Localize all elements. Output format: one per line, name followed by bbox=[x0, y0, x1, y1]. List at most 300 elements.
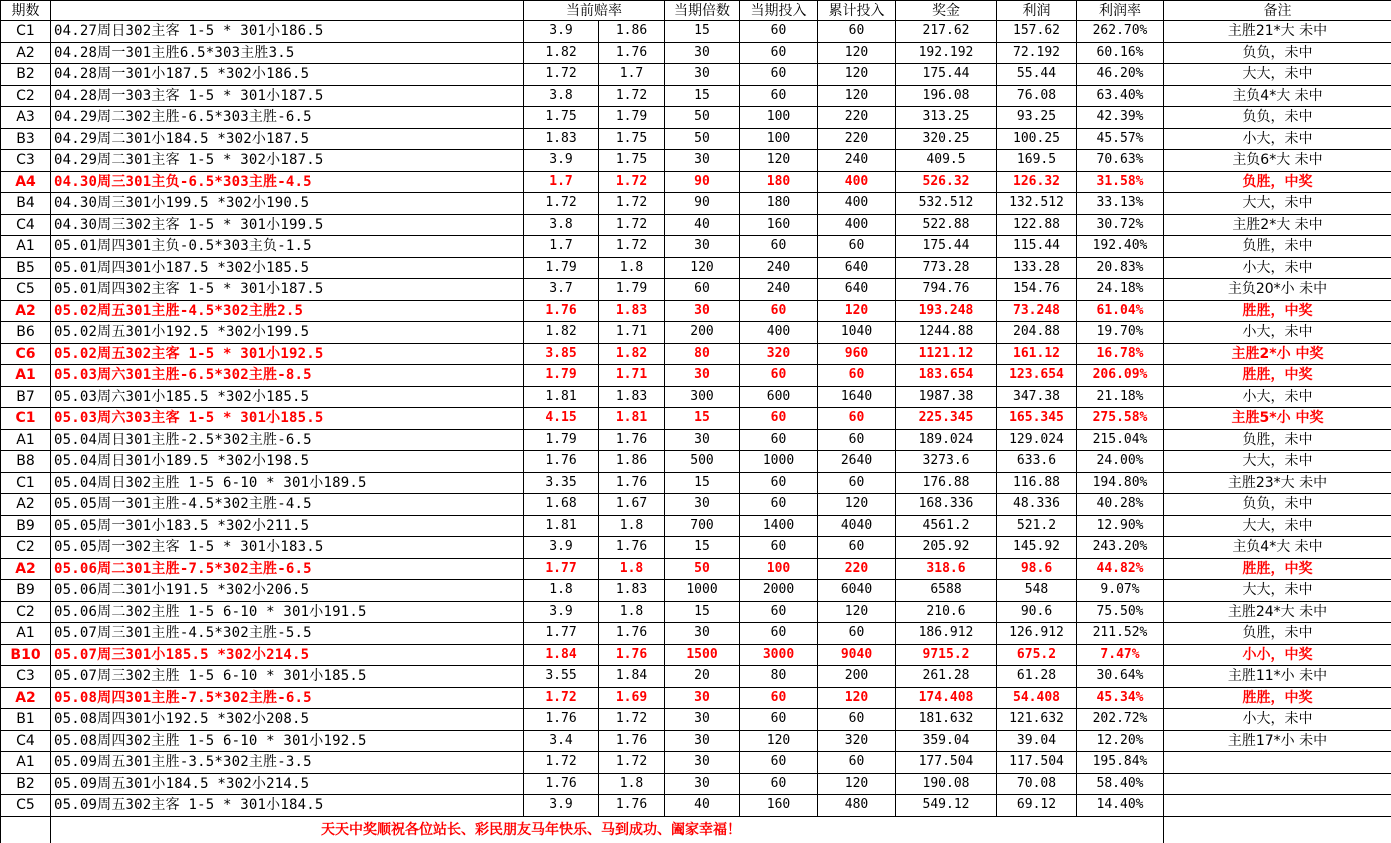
table-row bbox=[1, 386, 1391, 408]
cell-remark: 主胜2*大 未中 bbox=[1164, 214, 1391, 236]
cell-stake: 60 bbox=[740, 21, 818, 43]
cell-remark: 小小，中奖 bbox=[1164, 644, 1391, 666]
cell-odds-1: 1.75 bbox=[524, 107, 599, 129]
cell-profit-rate: 75.50% bbox=[1077, 601, 1164, 623]
cell-profit-rate: 12.90% bbox=[1077, 515, 1164, 537]
cell-stake: 60 bbox=[740, 472, 818, 494]
header-profit: 利润 bbox=[997, 1, 1077, 21]
cell-remark: 主胜24*大 未中 bbox=[1164, 601, 1391, 623]
table-row bbox=[1, 537, 1391, 559]
cell-description: 04.27周日302主客 1-5 * 301小186.5 bbox=[51, 21, 524, 43]
header-period: 期数 bbox=[1, 1, 51, 21]
cell-odds-1: 3.55 bbox=[524, 666, 599, 688]
cell-cumulative: 400 bbox=[818, 193, 896, 215]
cell-multiplier: 30 bbox=[665, 623, 740, 645]
cell-multiplier: 30 bbox=[665, 687, 740, 709]
cell-remark: 小大，未中 bbox=[1164, 386, 1391, 408]
cell-odds-2: 1.76 bbox=[599, 795, 665, 817]
table-row bbox=[1, 644, 1391, 666]
cell-multiplier: 50 bbox=[665, 107, 740, 129]
cell-profit-rate: 45.34% bbox=[1077, 687, 1164, 709]
cell-remark: 小大，未中 bbox=[1164, 128, 1391, 150]
cell-multiplier: 60 bbox=[665, 279, 740, 301]
header-row bbox=[1, 1, 1391, 21]
cell-profit: 133.28 bbox=[997, 257, 1077, 279]
cell-profit: 154.76 bbox=[997, 279, 1077, 301]
cell-multiplier: 30 bbox=[665, 709, 740, 731]
cell-remark: 主胜17*小 未中 bbox=[1164, 730, 1391, 752]
cell-odds-2: 1.82 bbox=[599, 343, 665, 365]
cell-profit: 48.336 bbox=[997, 494, 1077, 516]
cell-odds-2: 1.72 bbox=[599, 193, 665, 215]
cell-description: 04.29周二302主胜-6.5*303主胜-6.5 bbox=[51, 107, 524, 129]
cell-profit-rate: 42.39% bbox=[1077, 107, 1164, 129]
cell-stake: 180 bbox=[740, 171, 818, 193]
cell-description: 04.30周三302主客 1-5 * 301小199.5 bbox=[51, 214, 524, 236]
cell-profit-rate: 192.40% bbox=[1077, 236, 1164, 258]
cell-profit-rate: 243.20% bbox=[1077, 537, 1164, 559]
cell-description: 05.06周二301小191.5 *302小206.5 bbox=[51, 580, 524, 602]
cell-prize: 773.28 bbox=[896, 257, 997, 279]
table-row bbox=[1, 64, 1391, 86]
cell-prize: 225.345 bbox=[896, 408, 997, 430]
cell-profit-rate: 46.20% bbox=[1077, 64, 1164, 86]
cell-period: A2 bbox=[1, 42, 51, 64]
cell-cumulative: 1040 bbox=[818, 322, 896, 344]
footer-blank-remark bbox=[1164, 816, 1391, 843]
cell-prize: 205.92 bbox=[896, 537, 997, 559]
cell-prize: 359.04 bbox=[896, 730, 997, 752]
table-row bbox=[1, 150, 1391, 172]
table-row bbox=[1, 709, 1391, 731]
cell-multiplier: 700 bbox=[665, 515, 740, 537]
cell-odds-1: 1.76 bbox=[524, 709, 599, 731]
cell-profit: 126.912 bbox=[997, 623, 1077, 645]
cell-period: C4 bbox=[1, 214, 51, 236]
cell-multiplier: 15 bbox=[665, 408, 740, 430]
cell-odds-1: 1.81 bbox=[524, 515, 599, 537]
table-row bbox=[1, 343, 1391, 365]
cell-odds-1: 3.9 bbox=[524, 150, 599, 172]
cell-description: 04.30周三301小199.5 *302小190.5 bbox=[51, 193, 524, 215]
cell-stake: 2000 bbox=[740, 580, 818, 602]
cell-description: 05.09周五301主胜-3.5*302主胜-3.5 bbox=[51, 752, 524, 774]
cell-profit: 76.08 bbox=[997, 85, 1077, 107]
cell-profit: 54.408 bbox=[997, 687, 1077, 709]
cell-description: 05.05周一301主胜-4.5*302主胜-4.5 bbox=[51, 494, 524, 516]
cell-period: C1 bbox=[1, 408, 51, 430]
table-row bbox=[1, 429, 1391, 451]
cell-odds-2: 1.76 bbox=[599, 429, 665, 451]
cell-period: B3 bbox=[1, 128, 51, 150]
cell-period: B4 bbox=[1, 193, 51, 215]
header-profit-rate: 利润率 bbox=[1077, 1, 1164, 21]
cell-profit-rate: 262.70% bbox=[1077, 21, 1164, 43]
table-row bbox=[1, 322, 1391, 344]
cell-odds-2: 1.76 bbox=[599, 537, 665, 559]
cell-multiplier: 15 bbox=[665, 601, 740, 623]
cell-odds-2: 1.84 bbox=[599, 666, 665, 688]
cell-profit: 100.25 bbox=[997, 128, 1077, 150]
cell-period: A2 bbox=[1, 558, 51, 580]
cell-remark: 主胜2*小 中奖 bbox=[1164, 343, 1391, 365]
cell-odds-1: 1.83 bbox=[524, 128, 599, 150]
cell-period: C1 bbox=[1, 472, 51, 494]
cell-period: B8 bbox=[1, 451, 51, 473]
cell-odds-1: 1.82 bbox=[524, 322, 599, 344]
table-row bbox=[1, 257, 1391, 279]
table-row bbox=[1, 128, 1391, 150]
cell-profit-rate: 33.13% bbox=[1077, 193, 1164, 215]
cell-cumulative: 240 bbox=[818, 150, 896, 172]
cell-profit: 204.88 bbox=[997, 322, 1077, 344]
cell-description: 05.03周六301小185.5 *302小185.5 bbox=[51, 386, 524, 408]
cell-stake: 1400 bbox=[740, 515, 818, 537]
cell-stake: 60 bbox=[740, 85, 818, 107]
cell-cumulative: 120 bbox=[818, 300, 896, 322]
cell-stake: 60 bbox=[740, 494, 818, 516]
cell-multiplier: 30 bbox=[665, 236, 740, 258]
cell-remark: 主负4*大 未中 bbox=[1164, 537, 1391, 559]
cell-odds-2: 1.76 bbox=[599, 42, 665, 64]
footer-message: 天天中奖顺祝各位站长、彩民朋友马年快乐、马到成功、阖家幸福！ bbox=[51, 816, 1164, 843]
cell-odds-2: 1.71 bbox=[599, 365, 665, 387]
cell-remark: 主胜5*小 中奖 bbox=[1164, 408, 1391, 430]
cell-remark: 负胜，未中 bbox=[1164, 236, 1391, 258]
cell-profit: 98.6 bbox=[997, 558, 1077, 580]
footer-row bbox=[1, 816, 1391, 843]
cell-multiplier: 500 bbox=[665, 451, 740, 473]
cell-profit: 73.248 bbox=[997, 300, 1077, 322]
table-row bbox=[1, 752, 1391, 774]
rows-body bbox=[1, 21, 1391, 817]
cell-multiplier: 30 bbox=[665, 150, 740, 172]
cell-prize: 261.28 bbox=[896, 666, 997, 688]
cell-prize: 1987.38 bbox=[896, 386, 997, 408]
cell-period: B1 bbox=[1, 709, 51, 731]
cell-stake: 120 bbox=[740, 150, 818, 172]
cell-description: 04.28周一301小187.5 *302小186.5 bbox=[51, 64, 524, 86]
cell-profit-rate: 9.07% bbox=[1077, 580, 1164, 602]
cell-odds-2: 1.72 bbox=[599, 214, 665, 236]
cell-stake: 100 bbox=[740, 107, 818, 129]
cell-profit: 347.38 bbox=[997, 386, 1077, 408]
cell-description: 05.08周四301主胜-7.5*302主胜-6.5 bbox=[51, 687, 524, 709]
table-row bbox=[1, 687, 1391, 709]
table-row bbox=[1, 666, 1391, 688]
cell-profit: 69.12 bbox=[997, 795, 1077, 817]
cell-odds-1: 3.7 bbox=[524, 279, 599, 301]
cell-remark: 负胜，中奖 bbox=[1164, 171, 1391, 193]
cell-profit-rate: 31.58% bbox=[1077, 171, 1164, 193]
cell-stake: 240 bbox=[740, 257, 818, 279]
cell-remark bbox=[1164, 795, 1391, 817]
cell-profit: 55.44 bbox=[997, 64, 1077, 86]
cell-odds-2: 1.69 bbox=[599, 687, 665, 709]
cell-description: 05.01周四302主客 1-5 * 301小187.5 bbox=[51, 279, 524, 301]
cell-profit: 123.654 bbox=[997, 365, 1077, 387]
cell-multiplier: 20 bbox=[665, 666, 740, 688]
cell-remark: 大大，未中 bbox=[1164, 580, 1391, 602]
cell-odds-2: 1.8 bbox=[599, 601, 665, 623]
cell-prize: 1244.88 bbox=[896, 322, 997, 344]
cell-stake: 160 bbox=[740, 214, 818, 236]
cell-prize: 320.25 bbox=[896, 128, 997, 150]
table-row bbox=[1, 236, 1391, 258]
cell-multiplier: 40 bbox=[665, 795, 740, 817]
cell-multiplier: 50 bbox=[665, 558, 740, 580]
header-prize: 奖金 bbox=[896, 1, 997, 21]
cell-odds-1: 1.84 bbox=[524, 644, 599, 666]
cell-description: 05.01周四301小187.5 *302小185.5 bbox=[51, 257, 524, 279]
cell-period: B5 bbox=[1, 257, 51, 279]
cell-odds-1: 1.8 bbox=[524, 580, 599, 602]
cell-multiplier: 30 bbox=[665, 773, 740, 795]
cell-stake: 320 bbox=[740, 343, 818, 365]
table-row bbox=[1, 515, 1391, 537]
cell-odds-2: 1.8 bbox=[599, 515, 665, 537]
cell-description: 05.09周五302主客 1-5 * 301小184.5 bbox=[51, 795, 524, 817]
cell-description: 04.29周二301小184.5 *302小187.5 bbox=[51, 128, 524, 150]
cell-multiplier: 30 bbox=[665, 730, 740, 752]
cell-stake: 60 bbox=[740, 365, 818, 387]
cell-prize: 318.6 bbox=[896, 558, 997, 580]
cell-profit-rate: 60.16% bbox=[1077, 42, 1164, 64]
cell-cumulative: 120 bbox=[818, 773, 896, 795]
cell-odds-1: 1.72 bbox=[524, 64, 599, 86]
cell-profit-rate: 21.18% bbox=[1077, 386, 1164, 408]
cell-prize: 192.192 bbox=[896, 42, 997, 64]
cell-prize: 6588 bbox=[896, 580, 997, 602]
header-description bbox=[51, 1, 524, 21]
cell-profit: 165.345 bbox=[997, 408, 1077, 430]
cell-cumulative: 400 bbox=[818, 214, 896, 236]
table-row bbox=[1, 472, 1391, 494]
cell-profit-rate: 58.40% bbox=[1077, 773, 1164, 795]
cell-cumulative: 120 bbox=[818, 494, 896, 516]
cell-remark: 大大，未中 bbox=[1164, 193, 1391, 215]
cell-odds-1: 3.9 bbox=[524, 537, 599, 559]
cell-description: 05.05周一301小183.5 *302小211.5 bbox=[51, 515, 524, 537]
cell-profit: 115.44 bbox=[997, 236, 1077, 258]
cell-cumulative: 4040 bbox=[818, 515, 896, 537]
cell-prize: 186.912 bbox=[896, 623, 997, 645]
cell-profit-rate: 70.63% bbox=[1077, 150, 1164, 172]
cell-profit: 117.504 bbox=[997, 752, 1077, 774]
cell-multiplier: 15 bbox=[665, 85, 740, 107]
table-row bbox=[1, 795, 1391, 817]
cell-odds-2: 1.75 bbox=[599, 128, 665, 150]
cell-cumulative: 120 bbox=[818, 64, 896, 86]
cell-profit: 116.88 bbox=[997, 472, 1077, 494]
cell-cumulative: 60 bbox=[818, 21, 896, 43]
cell-odds-2: 1.8 bbox=[599, 773, 665, 795]
cell-odds-1: 1.77 bbox=[524, 558, 599, 580]
cell-odds-1: 1.82 bbox=[524, 42, 599, 64]
cell-multiplier: 15 bbox=[665, 537, 740, 559]
header-multiplier: 当期倍数 bbox=[665, 1, 740, 21]
cell-odds-2: 1.72 bbox=[599, 171, 665, 193]
cell-odds-2: 1.8 bbox=[599, 257, 665, 279]
cell-description: 05.02周五302主客 1-5 * 301小192.5 bbox=[51, 343, 524, 365]
cell-remark: 胜胜，中奖 bbox=[1164, 687, 1391, 709]
cell-prize: 183.654 bbox=[896, 365, 997, 387]
cell-remark: 主负20*小 未中 bbox=[1164, 279, 1391, 301]
cell-cumulative: 6040 bbox=[818, 580, 896, 602]
cell-cumulative: 220 bbox=[818, 558, 896, 580]
cell-remark: 小大，未中 bbox=[1164, 322, 1391, 344]
cell-description: 05.08周四301小192.5 *302小208.5 bbox=[51, 709, 524, 731]
table-row bbox=[1, 279, 1391, 301]
table-row bbox=[1, 451, 1391, 473]
cell-cumulative: 60 bbox=[818, 236, 896, 258]
cell-profit: 126.32 bbox=[997, 171, 1077, 193]
cell-description: 04.28周一303主客 1-5 * 301小187.5 bbox=[51, 85, 524, 107]
cell-description: 05.07周三302主胜 1-5 6-10 * 301小185.5 bbox=[51, 666, 524, 688]
cell-description: 05.05周一302主客 1-5 * 301小183.5 bbox=[51, 537, 524, 559]
cell-cumulative: 1640 bbox=[818, 386, 896, 408]
cell-stake: 60 bbox=[740, 42, 818, 64]
cell-profit-rate: 202.72% bbox=[1077, 709, 1164, 731]
cell-multiplier: 15 bbox=[665, 21, 740, 43]
cell-cumulative: 400 bbox=[818, 171, 896, 193]
cell-profit-rate: 14.40% bbox=[1077, 795, 1164, 817]
cell-stake: 80 bbox=[740, 666, 818, 688]
cell-remark: 大大，未中 bbox=[1164, 515, 1391, 537]
cell-odds-2: 1.81 bbox=[599, 408, 665, 430]
cell-remark: 胜胜，中奖 bbox=[1164, 558, 1391, 580]
cell-period: C2 bbox=[1, 537, 51, 559]
cell-profit: 129.024 bbox=[997, 429, 1077, 451]
cell-period: A4 bbox=[1, 171, 51, 193]
cell-cumulative: 60 bbox=[818, 623, 896, 645]
cell-profit-rate: 12.20% bbox=[1077, 730, 1164, 752]
cell-stake: 60 bbox=[740, 773, 818, 795]
cell-multiplier: 200 bbox=[665, 322, 740, 344]
cell-profit-rate: 63.40% bbox=[1077, 85, 1164, 107]
cell-multiplier: 30 bbox=[665, 365, 740, 387]
cell-profit-rate: 206.09% bbox=[1077, 365, 1164, 387]
cell-multiplier: 30 bbox=[665, 300, 740, 322]
header-stake: 当期投入 bbox=[740, 1, 818, 21]
table-row bbox=[1, 623, 1391, 645]
cell-period: B9 bbox=[1, 515, 51, 537]
cell-stake: 240 bbox=[740, 279, 818, 301]
cell-profit: 145.92 bbox=[997, 537, 1077, 559]
cell-prize: 174.408 bbox=[896, 687, 997, 709]
cell-remark: 负负，未中 bbox=[1164, 494, 1391, 516]
cell-profit-rate: 44.82% bbox=[1077, 558, 1164, 580]
cell-profit-rate: 24.18% bbox=[1077, 279, 1164, 301]
table-row bbox=[1, 171, 1391, 193]
cell-prize: 549.12 bbox=[896, 795, 997, 817]
cell-odds-1: 1.7 bbox=[524, 171, 599, 193]
cell-period: C2 bbox=[1, 85, 51, 107]
cell-stake: 3000 bbox=[740, 644, 818, 666]
cell-cumulative: 2640 bbox=[818, 451, 896, 473]
cell-period: C1 bbox=[1, 21, 51, 43]
cell-prize: 313.25 bbox=[896, 107, 997, 129]
cell-prize: 177.504 bbox=[896, 752, 997, 774]
cell-description: 05.09周五301小184.5 *302小214.5 bbox=[51, 773, 524, 795]
cell-cumulative: 220 bbox=[818, 128, 896, 150]
cell-prize: 794.76 bbox=[896, 279, 997, 301]
cell-profit: 122.88 bbox=[997, 214, 1077, 236]
cell-cumulative: 120 bbox=[818, 42, 896, 64]
cell-description: 05.01周四301主负-0.5*303主负-1.5 bbox=[51, 236, 524, 258]
cell-odds-1: 1.76 bbox=[524, 300, 599, 322]
cell-remark: 胜胜，中奖 bbox=[1164, 300, 1391, 322]
cell-remark bbox=[1164, 752, 1391, 774]
cell-multiplier: 1000 bbox=[665, 580, 740, 602]
cell-period: C3 bbox=[1, 150, 51, 172]
cell-odds-2: 1.86 bbox=[599, 21, 665, 43]
cell-period: A1 bbox=[1, 236, 51, 258]
cell-stake: 60 bbox=[740, 64, 818, 86]
cell-odds-2: 1.8 bbox=[599, 558, 665, 580]
cell-description: 05.08周四302主胜 1-5 6-10 * 301小192.5 bbox=[51, 730, 524, 752]
cell-profit-rate: 194.80% bbox=[1077, 472, 1164, 494]
cell-stake: 60 bbox=[740, 300, 818, 322]
cell-multiplier: 1500 bbox=[665, 644, 740, 666]
cell-multiplier: 90 bbox=[665, 171, 740, 193]
cell-profit: 39.04 bbox=[997, 730, 1077, 752]
cell-description: 05.04周日301主胜-2.5*302主胜-6.5 bbox=[51, 429, 524, 451]
cell-profit: 121.632 bbox=[997, 709, 1077, 731]
cell-period: C5 bbox=[1, 279, 51, 301]
cell-prize: 522.88 bbox=[896, 214, 997, 236]
cell-prize: 210.6 bbox=[896, 601, 997, 623]
cell-odds-1: 1.76 bbox=[524, 451, 599, 473]
cell-odds-1: 1.72 bbox=[524, 193, 599, 215]
cell-odds-2: 1.72 bbox=[599, 85, 665, 107]
cell-odds-1: 3.8 bbox=[524, 85, 599, 107]
table-row bbox=[1, 601, 1391, 623]
cell-profit: 161.12 bbox=[997, 343, 1077, 365]
cell-period: C2 bbox=[1, 601, 51, 623]
cell-description: 05.03周六303主客 1-5 * 301小185.5 bbox=[51, 408, 524, 430]
footer-blank-cell bbox=[1, 816, 51, 843]
cell-cumulative: 640 bbox=[818, 257, 896, 279]
cell-remark: 小大，未中 bbox=[1164, 257, 1391, 279]
cell-odds-1: 3.8 bbox=[524, 214, 599, 236]
cell-odds-1: 3.9 bbox=[524, 795, 599, 817]
cell-prize: 175.44 bbox=[896, 64, 997, 86]
cell-period: B6 bbox=[1, 322, 51, 344]
cell-description: 04.29周二301主客 1-5 * 302小187.5 bbox=[51, 150, 524, 172]
cell-period: A2 bbox=[1, 687, 51, 709]
cell-odds-1: 1.68 bbox=[524, 494, 599, 516]
cell-odds-1: 1.79 bbox=[524, 257, 599, 279]
cell-cumulative: 9040 bbox=[818, 644, 896, 666]
cell-odds-1: 3.9 bbox=[524, 21, 599, 43]
cell-cumulative: 60 bbox=[818, 472, 896, 494]
cell-description: 05.06周二302主胜 1-5 6-10 * 301小191.5 bbox=[51, 601, 524, 623]
cell-odds-2: 1.76 bbox=[599, 472, 665, 494]
cell-prize: 1121.12 bbox=[896, 343, 997, 365]
cell-cumulative: 120 bbox=[818, 601, 896, 623]
cell-profit: 548 bbox=[997, 580, 1077, 602]
cell-multiplier: 30 bbox=[665, 752, 740, 774]
cell-profit: 157.62 bbox=[997, 21, 1077, 43]
cell-odds-2: 1.72 bbox=[599, 752, 665, 774]
cell-description: 05.07周三301主胜-4.5*302主胜-5.5 bbox=[51, 623, 524, 645]
cell-profit: 169.5 bbox=[997, 150, 1077, 172]
cell-profit-rate: 7.47% bbox=[1077, 644, 1164, 666]
cell-prize: 3273.6 bbox=[896, 451, 997, 473]
cell-odds-2: 1.67 bbox=[599, 494, 665, 516]
cell-profit: 93.25 bbox=[997, 107, 1077, 129]
